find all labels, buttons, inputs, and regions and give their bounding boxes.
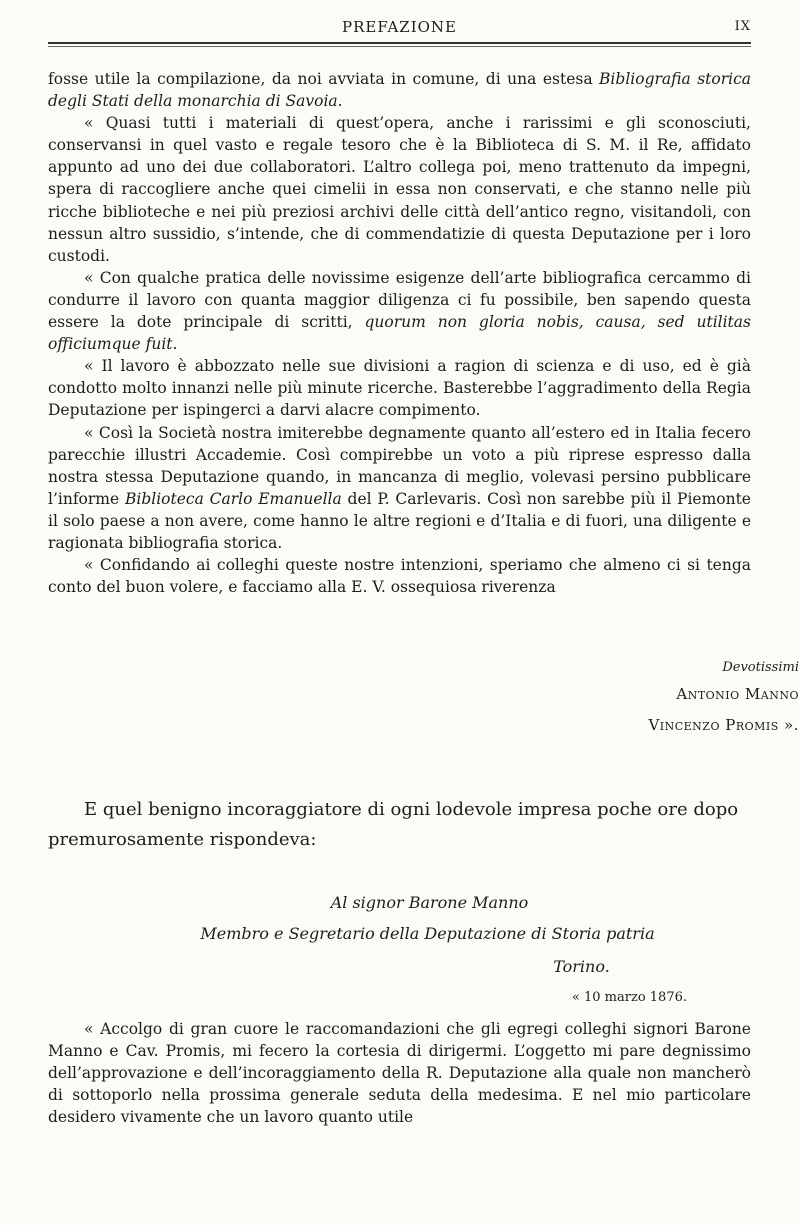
header-rule <box>48 42 751 44</box>
paragraph-text: « Con qualche pratica delle novissime esigenze dell’arte bibliografica cercammo di condurre il lavoro con quanta maggior diligenza ci fu possibile, ben sapendo questa essere la dote principale di scritti, <box>48 268 751 332</box>
paragraph-text: « Così la Società nostra imiterebbe degnamente quanto all’estero ed in Italia fecero parecchie illustri Accademie. Così compirebbe un voto a più riprese espresso dalla nostra stessa Deputazione quando, in mancanza di meglio, volevasi persino pubblicare l’informe <box>48 423 751 508</box>
page-number: IX <box>734 19 751 34</box>
paragraph <box>48 422 751 555</box>
paragraph-text: del P. Carlevaris. Così non sarebbe più il Piemonte il solo paese a non avere, come hanno le altre regioni e d’Italia e di fuori, una diligente e ragionata bibliografia storica. <box>48 489 751 552</box>
latin-quote: quorum non gloria nobis, causa, sed utilitas officiumque fuit. <box>48 313 751 354</box>
paragraph <box>48 267 751 355</box>
letter-body <box>48 68 751 598</box>
address-line-1: Al signor Barone Manno <box>330 893 529 912</box>
letter-date: « 10 marzo 1876. <box>571 990 687 1005</box>
address-line-2: Membro e Segretario della Deputazione di Storia patria <box>200 924 655 943</box>
signature-name-2: Vincenzo Promis ». <box>648 716 799 734</box>
page-header <box>48 14 751 40</box>
italic-title: Biblioteca Carlo Emanuella <box>124 489 342 508</box>
header-rule-secondary <box>48 46 751 47</box>
running-title: PREFAZIONE <box>342 18 457 36</box>
reply-body <box>48 1018 751 1128</box>
closing-salutation: Devotissimi <box>722 660 799 675</box>
paragraph: « Confidando ai colleghi queste nostre intenzioni, speriamo che almeno ci si tenga conto del buon volere, e facciamo alla E. V. ossequiosa riverenza <box>48 556 751 597</box>
paragraph <box>48 68 751 112</box>
italic-title: Bibliografia storica degli Stati della monarchia di Savoia. <box>48 70 751 111</box>
paragraph: E quel benigno incoraggiatore di ogni lodevole impresa poche ore dopo premurosamente rispondeva: <box>48 799 739 850</box>
paragraph: « Il lavoro è abbozzato nelle sue divisioni a ragion di scienza e di uso, ed è già condotto molto innanzi nelle più minute ricerche. Basterebbe l’aggradimento della Regia Deputazione per ispingerci a darvi alacre compimento. <box>48 357 751 420</box>
address-line-3: Torino. <box>553 957 610 976</box>
paragraph: « Accolgo di gran cuore le raccomandazioni che gli egregi colleghi signori Barone Manno e Cav. Promis, mi fecero la cortesia di dirigermi. L’oggetto mi pare degnissimo dell’approvazione e dell’incoraggiamento della R. Deputazione alla quale non mancherò di sottoporlo nella prossima generale seduta della medesima. E nel mio particolare desidero vivamente che un lavoro quanto utile <box>48 1020 751 1126</box>
paragraph-text: fosse utile la compilazione, da noi avviata in comune, di una estesa <box>48 70 600 88</box>
paragraph: « Quasi tutti i materiali di quest’opera, anche i rarissimi e gli sconosciuti, conservansi in quel vasto e regale tesoro che è la Biblioteca di S. M. il Re, affidato appunto ad uno dei due collaboratori. L’altro collega poi, meno trattenuto da impegni, spera di raccogliere anche quei cimelii in essa non conservati, e che stanno nelle più ricche biblioteche e nei più preziosi archivi delle città dell’antico regno, visitandoli, con nessun altro sussidio, s’intende, che di commendatizie di questa Deputazione per i loro custodi. <box>48 114 751 265</box>
signature-name-1: Antonio Manno <box>676 685 799 703</box>
intro-paragraph <box>48 795 751 855</box>
